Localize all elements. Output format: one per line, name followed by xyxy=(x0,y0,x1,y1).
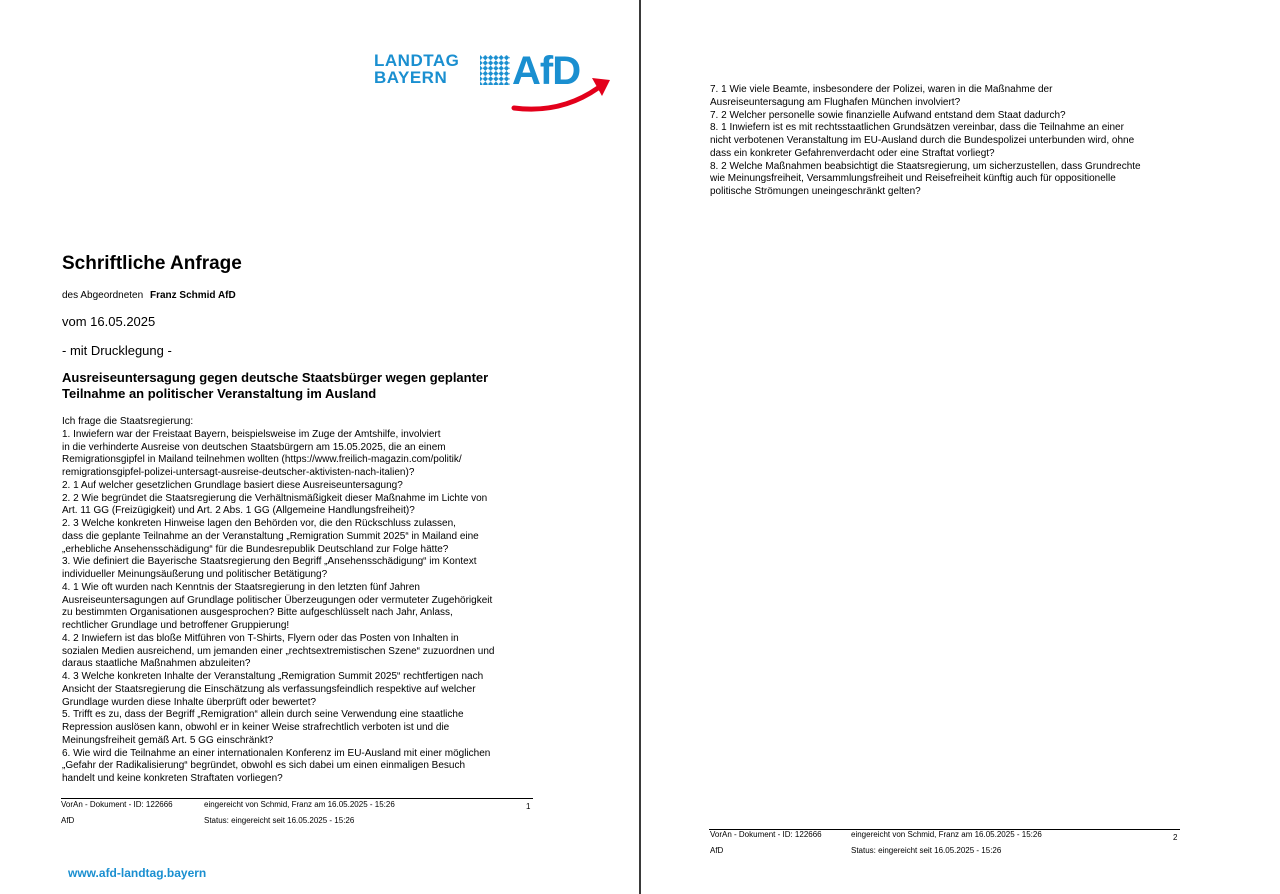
body-line: wie Meinungsfreiheit, Versammlungsfreiheit und Reisefreiheit künftig auch für oppositionelle xyxy=(710,173,1116,185)
body-line: rechtlicher Grundlage und betroffener Gruppierung! xyxy=(62,620,290,631)
footer-status: Status: eingereicht seit 16.05.2025 - 15:26 xyxy=(204,816,355,825)
body-line: 6. Wie wird die Teilnahme an einer internationalen Konferenz im EU-Ausland mit einer möglichen xyxy=(62,747,491,759)
body-line: nicht verbotenen Veranstaltung im EU-Ausland durch die Bundespolizei unterbunden wird, ohne xyxy=(710,135,1135,146)
landtag-text: LANDTAG xyxy=(374,51,460,70)
footer-status: Status: eingereicht seit 16.05.2025 - 15:26 xyxy=(851,846,1002,855)
document-page-2 xyxy=(641,0,1280,894)
body-line: Remigrationsgipfel in Mailand teilnehmen wollten (https://www.freilich-magazin.com/politik/ xyxy=(62,454,462,466)
body-line: dass ein konkreter Gefahrenverdacht oder eine Straftat vorliegt? xyxy=(710,147,995,159)
landtag-bayern-wordmark xyxy=(374,52,459,86)
body-line: 2. 1 Auf welcher gesetzlichen Grundlage basiert diese Ausreiseuntersagung? xyxy=(62,479,403,491)
body-line: 5. Trifft es zu, dass der Begriff „Remigration“ allein durch seine Verwendung eine staatliche xyxy=(62,709,464,721)
afd-wordmark: AfD xyxy=(512,49,581,93)
body-line: dass die geplante Teilnahme an der Veranstaltung „Remigration Summit 2025“ in Mailand eine xyxy=(62,530,479,542)
subject-line: Ausreiseuntersagung gegen deutsche Staatsbürger wegen geplanter xyxy=(62,370,489,385)
body-line: handelt und keine konkreten Straftaten vorliegen? xyxy=(62,773,283,784)
body-line: Ausreiseuntersagungen auf Grundlage politischer Überzeugungen oder vermuteter Zugehörigkeit xyxy=(62,594,493,606)
deputy-line xyxy=(62,290,236,301)
body-line: 2. 3 Welche konkreten Hinweise lagen den Behörden vor, die den Rückschluss zulassen, xyxy=(62,518,456,529)
body-line: Art. 11 GG (Freizügigkeit) und Art. 2 Abs. 1 GG (Allgemeine Handlungsfreiheit)? xyxy=(62,505,415,517)
body-line: individueller Meinungsäußerung und politischer Betätigung? xyxy=(62,569,328,580)
document-title: Schriftliche Anfrage xyxy=(62,253,242,274)
body-line: 4. 2 Inwiefern ist das bloße Mitführen von T-Shirts, Flyern oder das Posten von Inhalten in xyxy=(62,632,459,644)
footer-submitted: eingereicht von Schmid, Franz am 16.05.2025 - 15:26 xyxy=(851,830,1042,839)
body-line: Meinungsfreiheit gemäß Art. 5 GG einschränkt? xyxy=(62,734,274,746)
body-line: „erhebliche Ansehensschädigung“ für die Bundesrepublik Deutschland zur Folge hätte? xyxy=(62,543,449,555)
body-line: 4. 3 Welche konkreten Inhalte der Veranstaltung „Remigration Summit 2025“ rechtfertigen nach xyxy=(62,671,484,682)
question-body xyxy=(62,416,494,786)
afd-swoosh-arrow-icon xyxy=(506,70,616,115)
body-line: Ansicht der Staatsregierung die Einschätzung als verfassungsfeindlich respektive auf welcher xyxy=(62,683,476,695)
website-link[interactable]: www.afd-landtag.bayern xyxy=(68,866,207,880)
body-line: politische Strömungen uneingeschränkt gelten? xyxy=(710,186,921,197)
body-line: 3. Wie definiert die Bayerische Staatsregierung den Begriff „Ansehensschädigung“ im Kontext xyxy=(62,556,477,568)
print-note: - mit Drucklegung - xyxy=(62,343,172,358)
footer-submitted: eingereicht von Schmid, Franz am 16.05.2025 - 15:26 xyxy=(204,800,395,809)
body-line: 8. 1 Inwiefern ist es mit rechtsstaatlichen Grundsätzen vereinbar, dass die Teilnahme an einer xyxy=(710,122,1124,134)
subject-line: Teilnahme an politischer Veranstaltung im Ausland xyxy=(62,386,377,401)
page-number: 2 xyxy=(1173,833,1178,842)
body-line: remigrationsgipfel-polizei-untersagt-ausreise-deutscher-aktivisten-nach-italien)? xyxy=(62,467,415,478)
body-line: 2. 2 Wie begründet die Staatsregierung die Verhältnismäßigkeit dieser Maßnahme im Lichte von xyxy=(62,492,488,504)
footer-party: AfD xyxy=(61,816,75,825)
footer-rule xyxy=(61,798,533,799)
bayern-text: BAYERN xyxy=(374,68,448,87)
subject-heading xyxy=(62,370,488,402)
body-line: 4. 1 Wie oft wurden nach Kenntnis der Staatsregierung in den letzten fünf Jahren xyxy=(62,581,420,593)
request-date: vom 16.05.2025 xyxy=(62,314,156,329)
body-line: daraus staatliche Maßnahmen abzuleiten? xyxy=(62,658,251,670)
body-line: 1. Inwiefern war der Freistaat Bayern, beispielsweise im Zuge der Amtshilfe, involviert xyxy=(62,428,441,440)
deputy-prefix: des Abgeordneten xyxy=(62,290,144,301)
landtag-afd-logo xyxy=(374,50,619,116)
body-line: Repression auslösen kann, obwohl er in keiner Weise strafrechtlich verboten ist und die xyxy=(62,722,450,733)
body-line: in die verhinderte Ausreise von deutschen Staatsbürgern am 15.05.2025, die an einem xyxy=(62,441,446,453)
body-line: 8. 2 Welche Maßnahmen beabsichtigt die Staatsregierung, um sicherzustellen, dass Grundrechte xyxy=(710,160,1141,172)
body-line: 7. 2 Welcher personelle sowie finanzielle Aufwand entstand dem Staat dadurch? xyxy=(710,109,1066,121)
body-line: „Gefahr der Radikalisierung“ begründet, obwohl es sich dabei um einen einmaligen Besuch xyxy=(62,760,466,772)
question-body-continued xyxy=(710,84,1141,199)
body-line: Ausreiseuntersagung am Flughafen München involviert? xyxy=(710,96,961,108)
body-line: Grundlage wurden diese Inhalte überprüft oder bewertet? xyxy=(62,696,317,708)
body-line: sozialen Medien ausreichend, um jemanden einer „rechtsextremistischen Szene“ zuzuordnen und xyxy=(62,645,495,657)
document-page-1 xyxy=(0,0,639,894)
footer-doc-id: VorAn - Dokument - ID: 122666 xyxy=(710,830,822,839)
footer-party: AfD xyxy=(710,846,724,855)
deputy-name: Franz Schmid AfD xyxy=(149,290,236,301)
body-line: Ich frage die Staatsregierung: xyxy=(62,416,194,427)
body-line: zu bestimmten Organisationen ausgesprochen? Bitte aufgeschlüsselt nach Jahr, Anlass, xyxy=(62,607,453,619)
body-line: 7. 1 Wie viele Beamte, insbesondere der Polizei, waren in die Maßnahme der xyxy=(710,84,1053,95)
footer-doc-id: VorAn - Dokument - ID: 122666 xyxy=(61,800,173,809)
page-number: 1 xyxy=(526,802,531,811)
